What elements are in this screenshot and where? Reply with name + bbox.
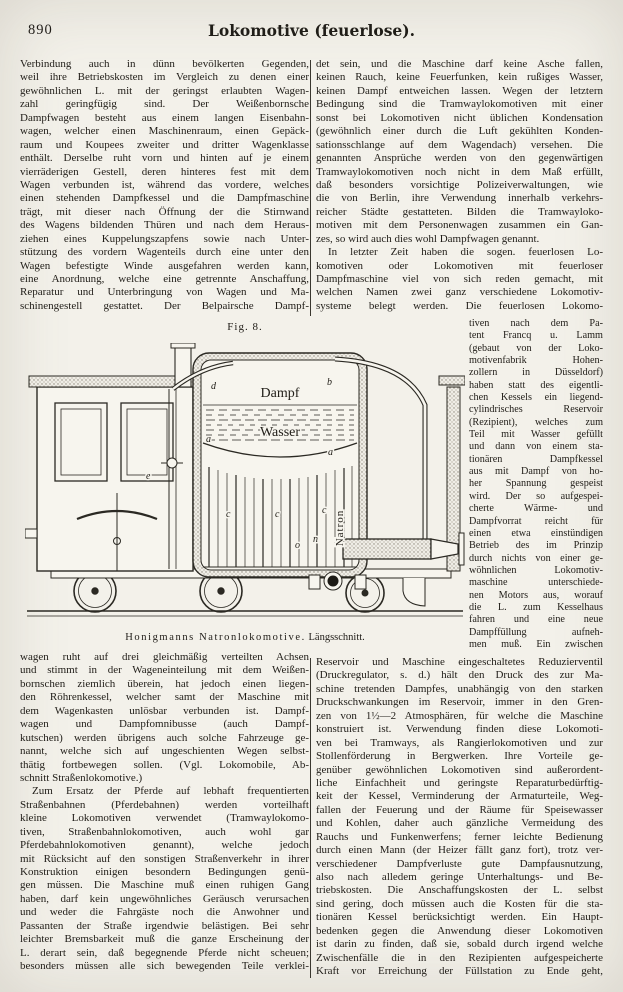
label-c: c: [226, 509, 231, 520]
left-column-bottom: [20, 651, 309, 974]
text-line: thätig fortbewegen sollen. (Vgl. Lokomobile, Ab-: [20, 758, 309, 771]
page-title: Lokomotive (feuerlose).: [207, 21, 416, 40]
rear-roof: [439, 376, 465, 385]
text-line: trägt, mit dieser nach Öffnung der die Stirnwand: [20, 205, 309, 218]
text-line: die L. zum Kesselhaus: [469, 601, 603, 613]
text-line: sonst bei Lokomotiven nicht üblichen Kondensation: [316, 111, 603, 124]
text-line: nen Motors aus, worauf: [469, 589, 603, 601]
text-line: also nach alledem geringe Unterhaltungs- und Be-: [316, 871, 603, 883]
text-line: cherte Wärme- und: [469, 503, 603, 515]
text-line: wird. Der so aufgespei-: [469, 490, 603, 502]
text-line: Stollenförderung in Bergwerken. Ihre Vorteile ge-: [316, 750, 603, 763]
text-line: des Wagens bildenden Thüren und nach dem Heraus-: [20, 219, 309, 232]
text-line: zollern in Düsseldorf): [469, 367, 603, 379]
text-line: sind gering, doch müssen auch die Kosten für die sta-: [316, 897, 603, 910]
text-line: fallen der Feuerung und der Räume für Speisewasser: [316, 803, 603, 816]
label-a: a: [328, 447, 333, 458]
text-line: (Rezipient), welches zum: [469, 416, 603, 428]
text-line: Rauchs und Funkenwerfens; ferner leichte Bedienung: [316, 830, 603, 843]
text-line: daß besonders vorsichtige Polizeiverwaltungen, wie: [316, 178, 603, 191]
label-o: o: [295, 540, 300, 551]
text-line: haben statt des eigentli-: [469, 379, 603, 391]
text-line: und Kohlen, daher auch gänzliche Vermeidung des: [316, 817, 603, 830]
left-column-top: [20, 58, 309, 313]
text-line: reicher Städte gestatteten. Bilden die Tramwayloko-: [316, 205, 603, 218]
page-number: 890: [28, 22, 53, 38]
text-line: mit Rücksicht auf den sonstigen Straßenverkehr in ihrer: [20, 852, 309, 865]
text-line: Verbindung auch in dünn bevölkerten Gegenden,: [20, 58, 309, 70]
text-line: Passanten der Straße irgendwie belästigen. Bei sehr: [20, 919, 309, 932]
text-line: zes, so wird auch dies wohl Dampfwagen genannt.: [316, 232, 540, 245]
figure-drawing: [25, 343, 465, 627]
text-line: genannten Ansprüche werden von den gegenwärtigen: [316, 152, 603, 165]
column-divider-top: [310, 60, 311, 316]
text-line: tent Francq u. Lamm: [469, 330, 603, 342]
text-line: dem Wagenkasten unlösbar verbunden ist. Dampf-: [20, 704, 309, 717]
text-line: gen müssen. Die Maschine muß einen ruhigen Gang: [20, 879, 309, 892]
text-line: Druckschwankungen im Reservoir, immer in den Gren-: [316, 696, 603, 709]
text-line: ven bei Tramways, als Rangierlokomotiven und zur: [316, 736, 603, 749]
text-line: wagen ruht auf drei gleichmäßig verteilten Achsen: [20, 651, 309, 663]
text-line: durch nichts von einer ge-: [469, 552, 603, 564]
text-line: L. derart sein, daß begegnende Pferde nicht scheuen;: [20, 946, 309, 959]
text-line: und dann von einem sta-: [469, 441, 603, 453]
text-line: sationsschlange auf dem Wagendach) versehen. Die: [316, 138, 603, 151]
text-line: Dampfmaschine viel von sich reden gemacht, mit: [316, 273, 603, 285]
text-line: maschine unterschiede-: [469, 577, 603, 589]
text-line: Betrieb des im Prinzip: [469, 540, 603, 552]
label-c: c: [275, 509, 280, 520]
text-line: Kraft vor Erreichung der Füllstation zu Ende geht,: [316, 965, 603, 978]
text-line: zahl geringfügig sind. Der Weißenbornsche: [20, 98, 309, 111]
text-line: Zwischenfälle die in den Rezipienten aufgespeicherte: [316, 951, 603, 964]
text-line: und stimmt in der Wageneinteilung mit dem Weißen-: [20, 664, 309, 677]
text-line: verschiedener Dampfverluste gute Dampfausnutzung,: [316, 857, 603, 870]
text-line: tionären Dampfkessel: [469, 453, 603, 465]
text-line: gewöhnlichen L. mit der geringst erlaubten Wagen-: [20, 84, 309, 97]
text-line: men muß. Ein zwischen: [469, 638, 603, 650]
text-line: bedenken gegen die Anwendung dieser Lokomotiven: [316, 924, 603, 937]
label-a: a: [206, 434, 211, 445]
right-column-bottom: [316, 656, 603, 979]
text-line: Dampfwagen besteht aus einem langen Eisenbahn-: [20, 111, 309, 124]
text-line: keinen Dampf entweichen lassen. Wegen der letztern: [316, 84, 603, 97]
text-line: chen Kessels ein liegend-: [469, 392, 603, 404]
text-line: Reservoir und Maschine eingeschaltetes Reduzierventil: [316, 656, 603, 668]
text-line: Wagen verbunden ist, während das vordere, welches: [20, 178, 309, 191]
text-line: schine tretenden Dampfes, unabhängig von den starken: [316, 682, 603, 695]
text-line: welchen Namen zwei ganz verschiedene Lokomotiv-: [316, 286, 603, 299]
text-line: den Röhrenkessel, welcher samt der Maschine mit: [20, 691, 309, 704]
text-line: stützung des vordern Wagenteils durch eine unter den: [20, 246, 309, 259]
steam-label: Dampf: [260, 386, 300, 401]
text-line: (gebaut von der Loko-: [469, 342, 603, 354]
text-line: enthält. Derselbe ruht vorn und hinten auf je einem: [20, 152, 309, 165]
text-line: systeme belegt werden. Die feuerlosen Lokomo-: [316, 299, 603, 312]
text-line: keit der Kessel, Verminderung der Armaturteile, Weg-: [316, 790, 603, 803]
water-label: Wasser: [259, 425, 301, 440]
figure-caption: [15, 632, 475, 643]
column-divider-bottom: [310, 658, 311, 978]
text-line: vierräderigen Gestell, deren hinteres fest mit dem: [20, 165, 309, 178]
text-line: kutschen) werden übrigens auch solche Fahrzeuge ge-: [20, 731, 309, 744]
text-line: genüber gewöhnlichen Lokomotiven sind außerordent-: [316, 763, 603, 776]
text-line: einen etwa einstündigen: [469, 527, 603, 539]
text-line: durch einen Mann (der Heizer fällt ganz fort), trotz ver-: [316, 844, 603, 857]
right-column-top: [316, 58, 603, 313]
natron-locomotive-section-drawing: [25, 343, 465, 627]
text-line: keinen Rauch, keine Feuerfunken, kein rußiges Wasser,: [316, 71, 603, 84]
text-line: cylindrisches Reservoir: [469, 404, 603, 416]
text-line: det sein, und die Maschine darf keine Asche fallen,: [316, 58, 603, 70]
text-line: leichter Bremsbarkeit muß die ganze Erscheinung der: [20, 933, 309, 946]
text-line: Bedingung sind die Tramwaylokomotiven mit einer: [316, 98, 603, 111]
text-line: Straßenbahnen (Pferdebahnen) werden vorteilhaft: [20, 798, 309, 811]
text-line: kleine Lokomotiven verwendet (Tramwaylokomo-: [20, 812, 309, 825]
figure-caption-name: Honigmanns Natronlokomotive.: [125, 632, 306, 643]
text-line: Dampffüllung aufneh-: [469, 626, 603, 638]
text-line: tionären Kessel berücksichtigt werden. Ein Haupt-: [316, 911, 603, 924]
text-line: liche Einfachheit und geringste Reparaturbedürftig-: [316, 776, 603, 789]
text-line: Konstruktion einigen besondern Bedingungen genü-: [20, 866, 309, 878]
text-line: (gewöhnlich einer durch die Luft gekühlten Konden-: [316, 125, 603, 138]
text-line: aus mit Dampf von ho-: [469, 466, 603, 478]
text-line: komotiven oder Lokomotiven mit feuerloser: [316, 259, 603, 272]
text-line: In letzter Zeit haben die sogen. feuerlosen Lo-: [328, 246, 603, 259]
text-line: motiven mit dem Personenwagen zusammen ein Gan-: [316, 219, 603, 232]
label-b: b: [327, 377, 332, 388]
label-d: d: [211, 381, 216, 392]
text-line: her Spannung gespeist: [469, 478, 603, 490]
text-line: tiven nach dem Pa-: [469, 318, 603, 329]
text-line: schinengestell gestattet. Der Belpairsche Dampf-: [20, 299, 309, 312]
text-line: wagen und Dampfomnibusse (auch Dampf-: [20, 718, 309, 731]
text-line: weil ihre Betriebskosten im Vergleich zu denen einer: [20, 71, 309, 84]
text-line: raum und Koupees zweiter und dritter Wagenklasse: [20, 138, 309, 151]
text-line: Reparatur und Unterbringung von Wagen und Ma-: [20, 286, 309, 299]
text-line: ist darin zu finden, daß sie, sobald durch irgend welche: [316, 938, 603, 951]
text-line: Wagen befestigte Winde ausgefahren werden kann,: [20, 259, 309, 272]
text-line: einen stehenden Dampfkessel und die Dampfmaschine: [20, 192, 309, 205]
text-line: konstruiert ist. Verwendung finden diese Lokomoti-: [316, 723, 603, 736]
text-line: Tramwaylokomotiven noch nicht in dem Maß erfüllt,: [316, 165, 603, 178]
text-line: besonders müssen alle sich bewegenden Teile verklei-: [20, 960, 309, 973]
text-line: haben, darf kein ungewöhnliches Geräusch verursachen: [20, 892, 309, 905]
figure-caption-type: Längsschnitt.: [308, 632, 365, 643]
label-c: c: [322, 505, 327, 516]
text-line: wöhnlichen Lokomotiv-: [469, 564, 603, 576]
cab-step: [25, 529, 37, 538]
text-line: eine Anordnung, welche eine getrennte Anschaffung,: [20, 273, 309, 285]
text-line: tiven, Straßenbahnlokomotiven, auch wohl gar: [20, 825, 309, 838]
text-line: und weder die Fahrgäste noch die Anwohner und: [20, 906, 309, 919]
buffer-disk: [459, 533, 464, 565]
figure-number: Fig. 8.: [227, 321, 263, 333]
text-line: Teil mit Wasser gefüllt: [469, 429, 603, 441]
text-line: Zum Ersatz der Pferde auf lebhaft frequentierten: [32, 785, 309, 798]
text-line: nannt, welche sich auf ungeschienten Wegen selbst-: [20, 745, 309, 758]
text-line: schnitt Straßenlokomotive.): [20, 771, 143, 784]
label-n: n: [313, 534, 318, 545]
text-line: motivenfabrik Hohen-: [469, 355, 603, 367]
text-line: wagen, welcher einen Maschinenraum, einen Gepäck-: [20, 125, 309, 138]
text-line: triebskosten. Die Anschaffungskosten der L. selbst: [316, 884, 603, 897]
text-line: Dampfvorrat reicht für: [469, 515, 603, 527]
label-e: e: [146, 471, 151, 482]
right-column-beside-figure: [469, 318, 603, 651]
text-line: fahren und eine neue: [469, 614, 603, 626]
soda-label: Natron: [334, 509, 346, 547]
text-line: (Druckregulator, s. d.) hält den Druck des zur Ma-: [316, 669, 603, 682]
text-line: bornschen ziemlich überein, hat jedoch einen liegen-: [20, 677, 309, 690]
text-line: ziehen eines Kuppelungszapfens sowie nach Unter-: [20, 232, 309, 245]
text-line: Pferdebahnlokomotiven genannt), welche jedoch: [20, 839, 309, 852]
text-line: die von Berlin, ihre Verwendung innerhalb verkehrs-: [316, 192, 603, 205]
text-line: zen von 1½—2 Atmosphären, für welche die Maschine: [316, 709, 603, 722]
